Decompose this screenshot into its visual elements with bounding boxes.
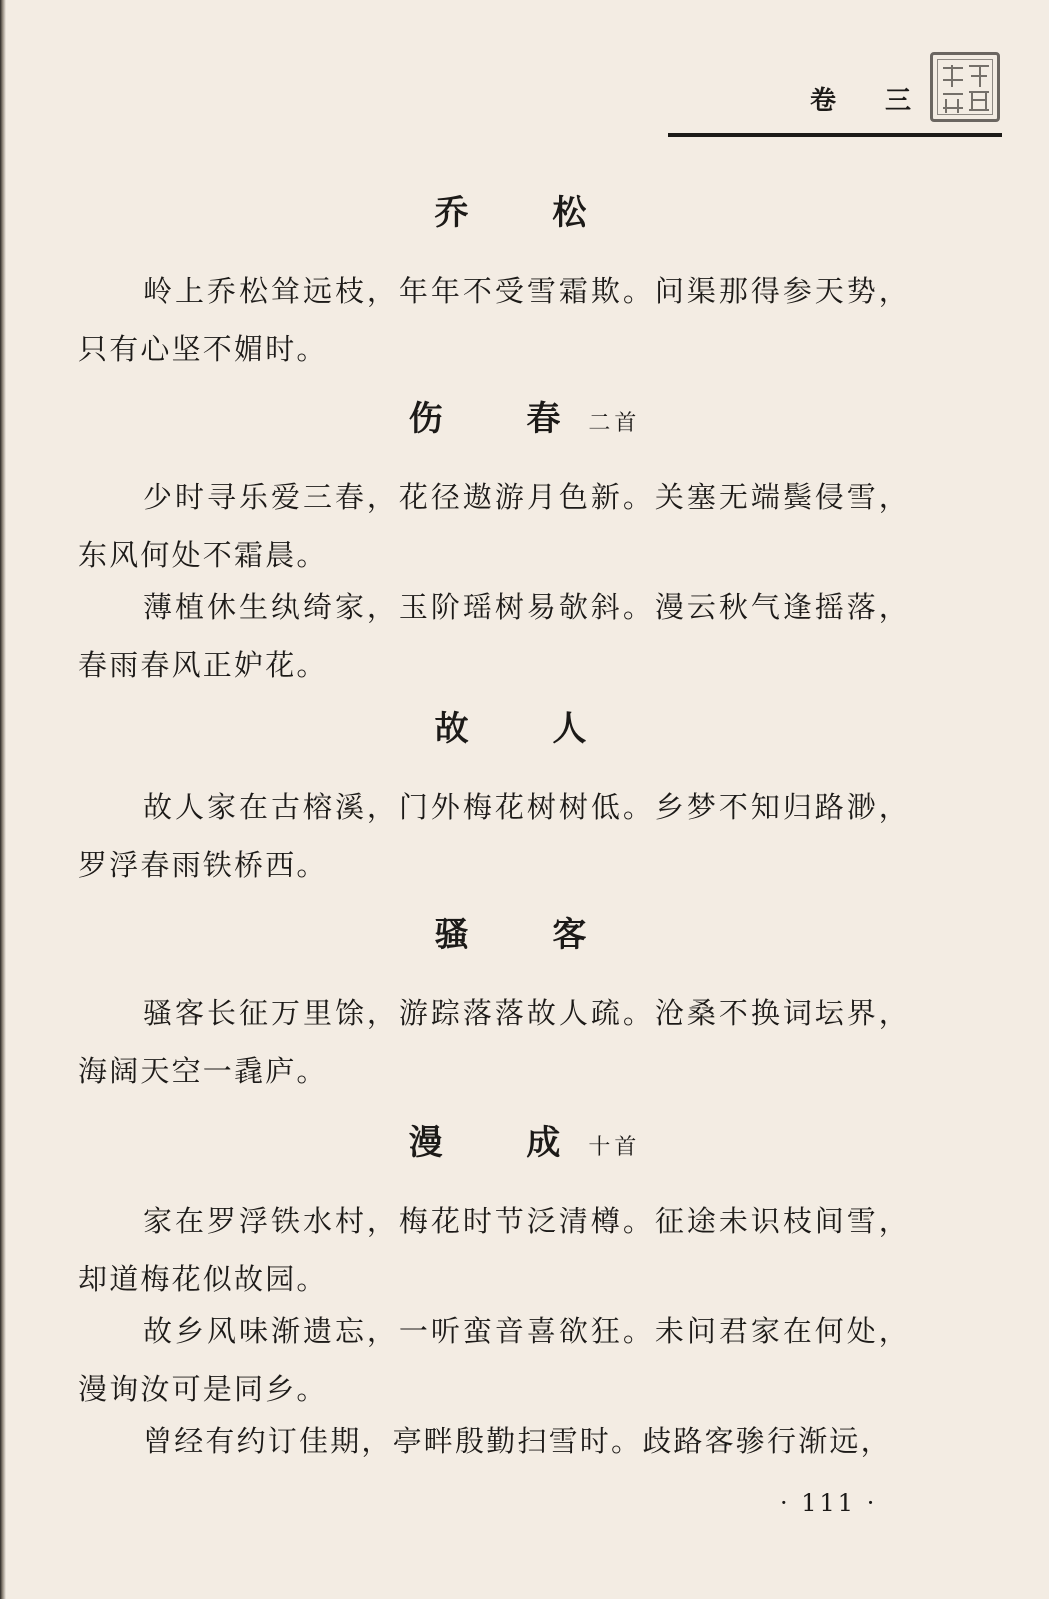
running-head: 卷 三	[810, 86, 932, 116]
poem-stanza: 家在罗浮铁水村，梅花时节泛清樽。征途未识枝间雪，却道梅花似故园。	[78, 1204, 910, 1296]
poem-title	[0, 193, 1049, 233]
seal-stroke	[951, 65, 953, 87]
poem-stanza: 薄植休生纨绮家，玉阶瑶树易欹斜。漫云秋气逢摇落，春雨春风正妒花。	[78, 590, 910, 682]
poem-stanza: 少时寻乐爱三春，花径遨游月色新。关塞无端鬓侵雪，东风何处不霜晨。	[78, 480, 910, 572]
poem-title-text: 乔 松	[434, 193, 623, 233]
seal-stroke	[971, 75, 987, 77]
seal-stroke	[943, 107, 963, 109]
poem-stanza: 故人家在古榕溪，门外梅花树树低。乡梦不知归路渺，罗浮春雨铁桥西。	[78, 790, 910, 882]
poem-title	[0, 399, 1049, 439]
poem-title-text: 骚 客	[434, 915, 623, 955]
seal-stroke	[971, 93, 973, 111]
poem-title	[0, 915, 1049, 955]
page-number: · 111 ·	[780, 1489, 878, 1517]
seal-stamp	[930, 52, 1000, 122]
poem-title	[0, 709, 1049, 749]
seal-stroke	[957, 99, 959, 113]
seal-stroke	[985, 93, 987, 111]
poem-title-text: 伤 春	[408, 399, 597, 439]
poem-stanza: 岭上乔松耸远枝，年年不受雪霜欺。问渠那得参天势，只有心坚不媚时。	[78, 274, 910, 366]
seal-stroke	[943, 93, 963, 95]
page-binding-edge	[0, 0, 6, 1599]
poem-title-text: 漫 成	[408, 1123, 597, 1163]
poem-stanza: 故乡风味渐遗忘，一听蛮音喜欲狂。未问君家在何处，漫询汝可是同乡。	[78, 1314, 910, 1406]
header-rule	[668, 133, 1002, 137]
poem-title-text: 故 人	[434, 709, 623, 749]
poem-title-note: 十首	[588, 1135, 641, 1160]
seal-stroke	[945, 99, 947, 113]
poem-stanza: 骚客长征万里馀，游踪落落故人疏。沧桑不换词坛界，海阔天空一毳庐。	[78, 996, 910, 1088]
seal-stroke	[943, 67, 963, 69]
poem-title	[0, 1123, 1049, 1163]
poem-stanza: 曾经有约订佳期，亭畔殷勤扫雪时。歧路客骖行渐远，	[143, 1424, 892, 1458]
seal-stroke	[943, 79, 963, 81]
poem-title-note: 二首	[588, 411, 641, 436]
